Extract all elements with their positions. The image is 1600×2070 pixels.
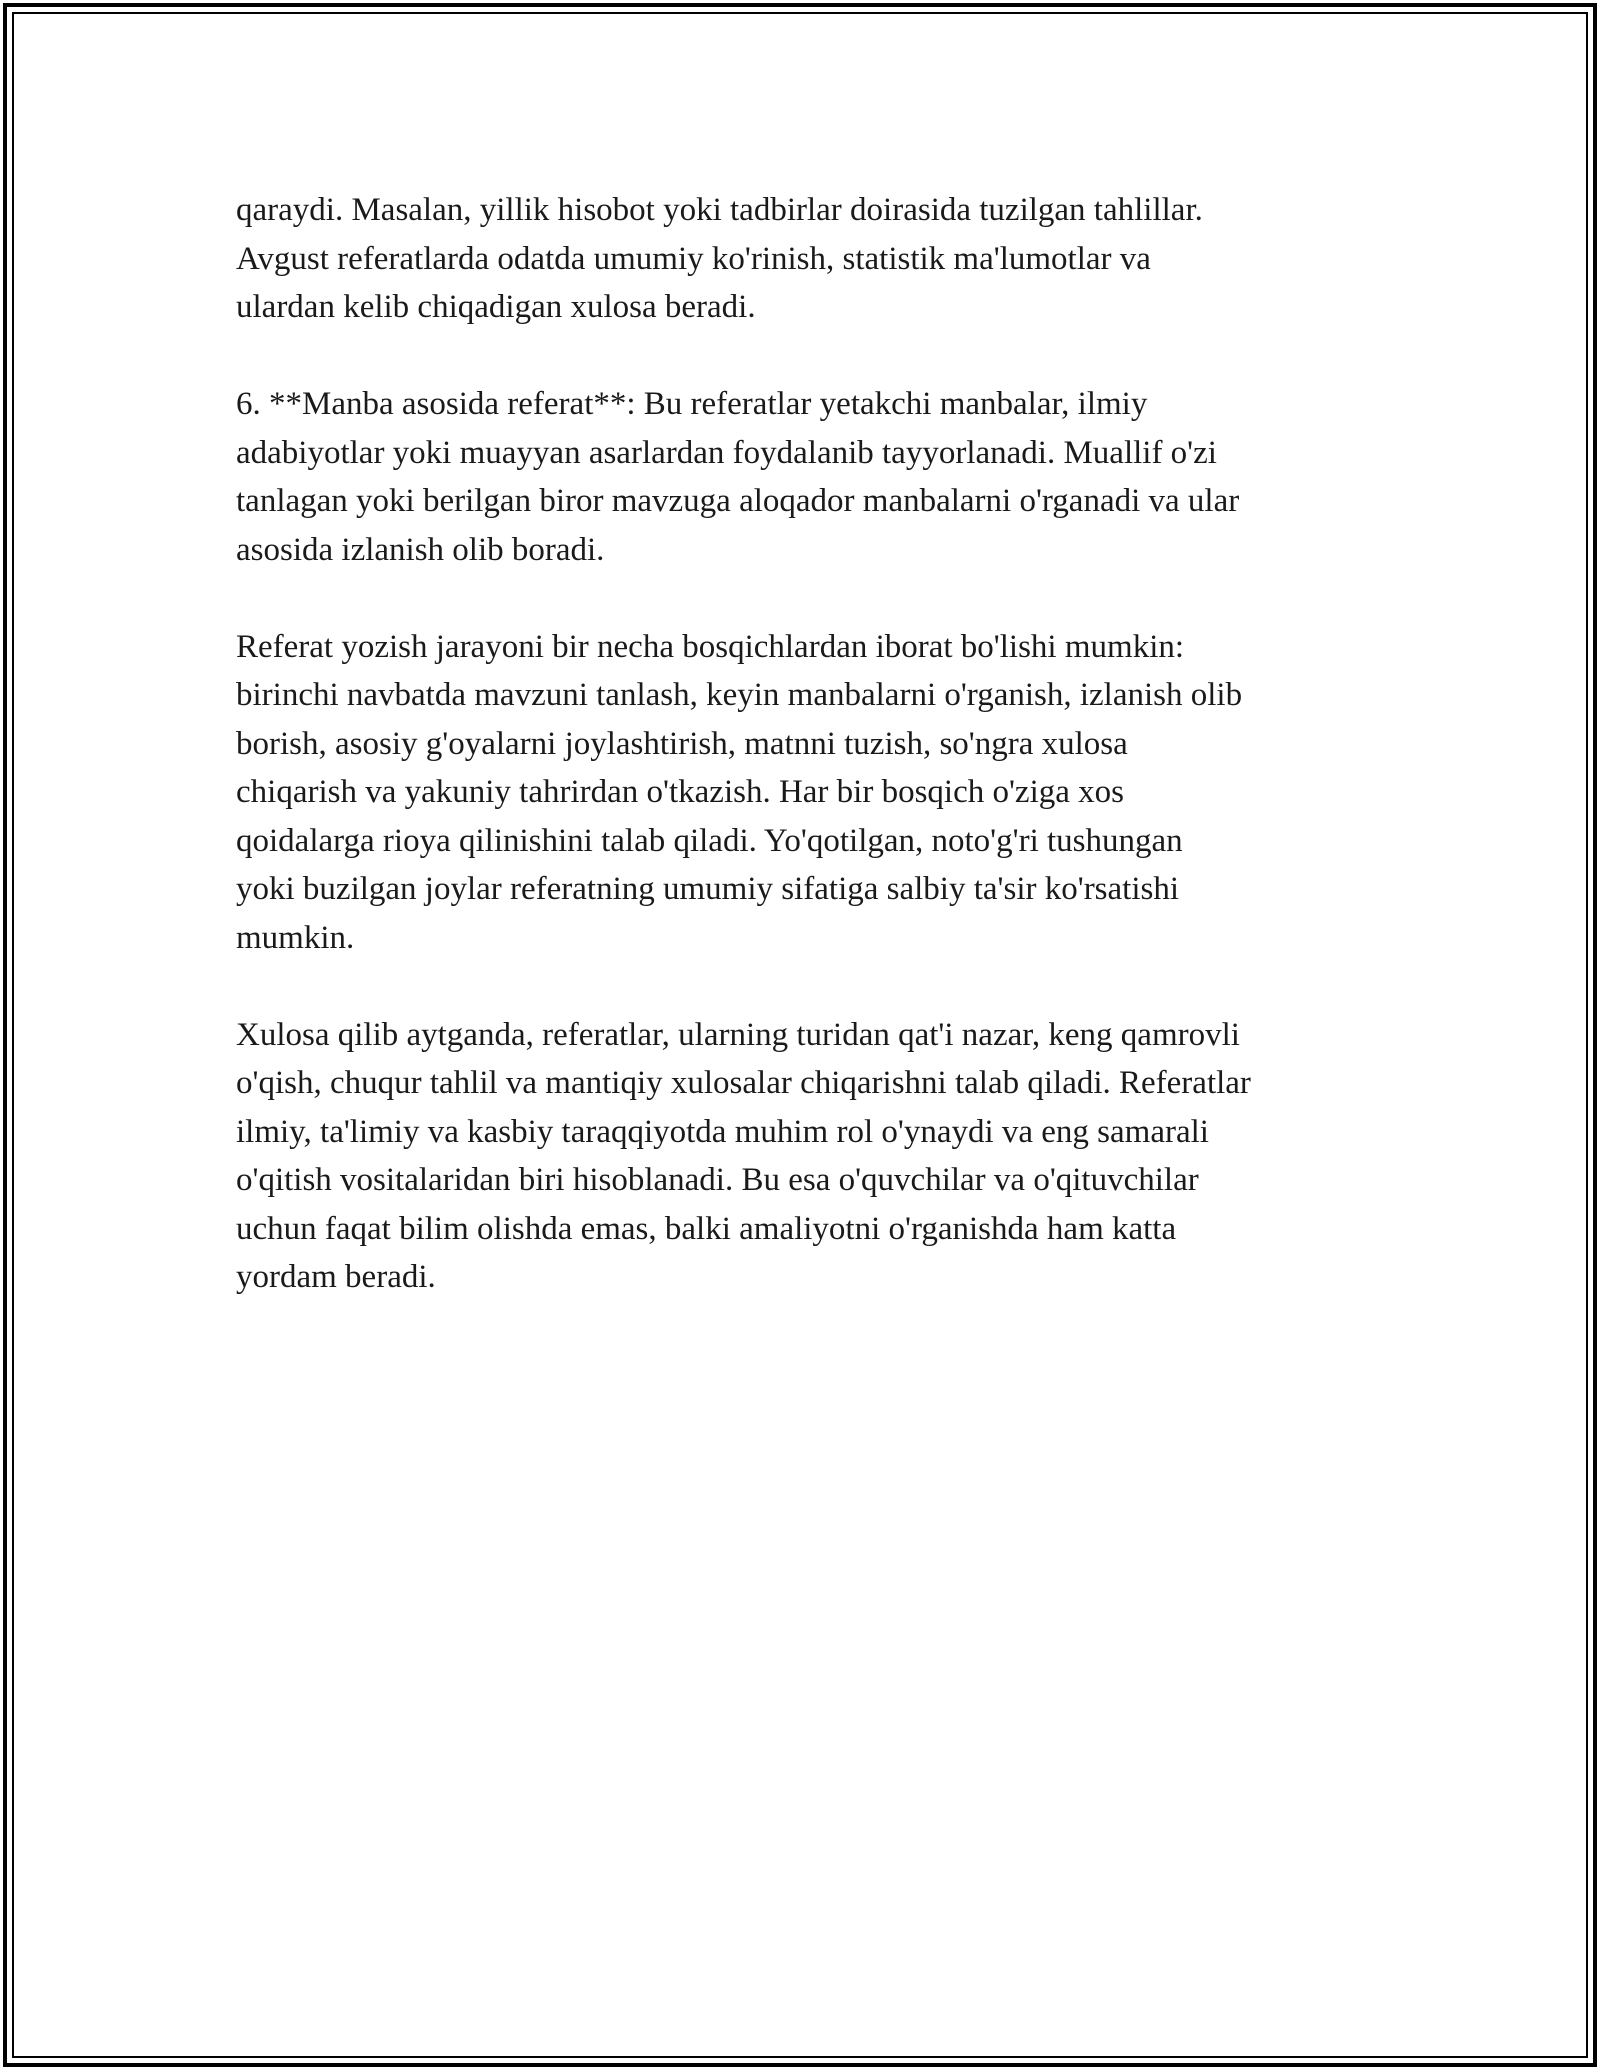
- paragraph-1: qaraydi. Masalan, yillik hisobot yoki tadbirlar doirasida tuzilgan tahlillar. Avgust referatlarda odatda umumiy ko'rinish, statistik ma'lumotlar va ulardan kelib chiqadigan xulosa beradi.: [236, 192, 1203, 325]
- paragraph-4: Xulosa qilib aytganda, referatlar, ularning turidan qat'i nazar, keng qamrovli o'qish, chuqur tahlil va mantiqiy xulosalar chiqarishni talab qiladi. Referatlar ilmiy, ta'limiy va kasbiy taraqqiyotda muhim rol o'ynaydi va eng samarali o'qitish vositalaridan biri hisoblanadi. Bu esa o'quvchilar va o'qituvchilar uchun faqat bilim olishda emas, balki amaliyotni o'rganishda ham katta yordam beradi.: [236, 1016, 1251, 1295]
- paragraph-2: 6. **Manba asosida referat**: Bu referatlar yetakchi manbalar, ilmiy adabiyotlar yoki muayyan asarlardan foydalanib tayyorlanadi. Muallif o'zi tanlagan yoki berilgan biror mavzuga aloqador manbalarni o'rganadi va ular asosida izlanish olib boradi.: [236, 386, 1240, 568]
- document-body: [236, 186, 1376, 1350]
- paragraph-3: Referat yozish jarayoni bir necha bosqichlardan iborat bo'lishi mumkin: birinchi navbatda mavzuni tanlash, keyin manbalarni o'rganish, izlanish olib borish, asosiy g'oyalarni joylashtirish, matnni tuzish, so'ngra xulosa chiqarish va yakuniy tahrirdan o'tkazish. Har bir bosqich o'ziga xos qoidalarga rioya qilinishini talab qiladi. Yo'qotilgan, noto'g'ri tushungan yoki buzilgan joylar referatning umumiy sifatiga salbiy ta'sir ko'rsatishi mumkin.: [236, 628, 1243, 956]
